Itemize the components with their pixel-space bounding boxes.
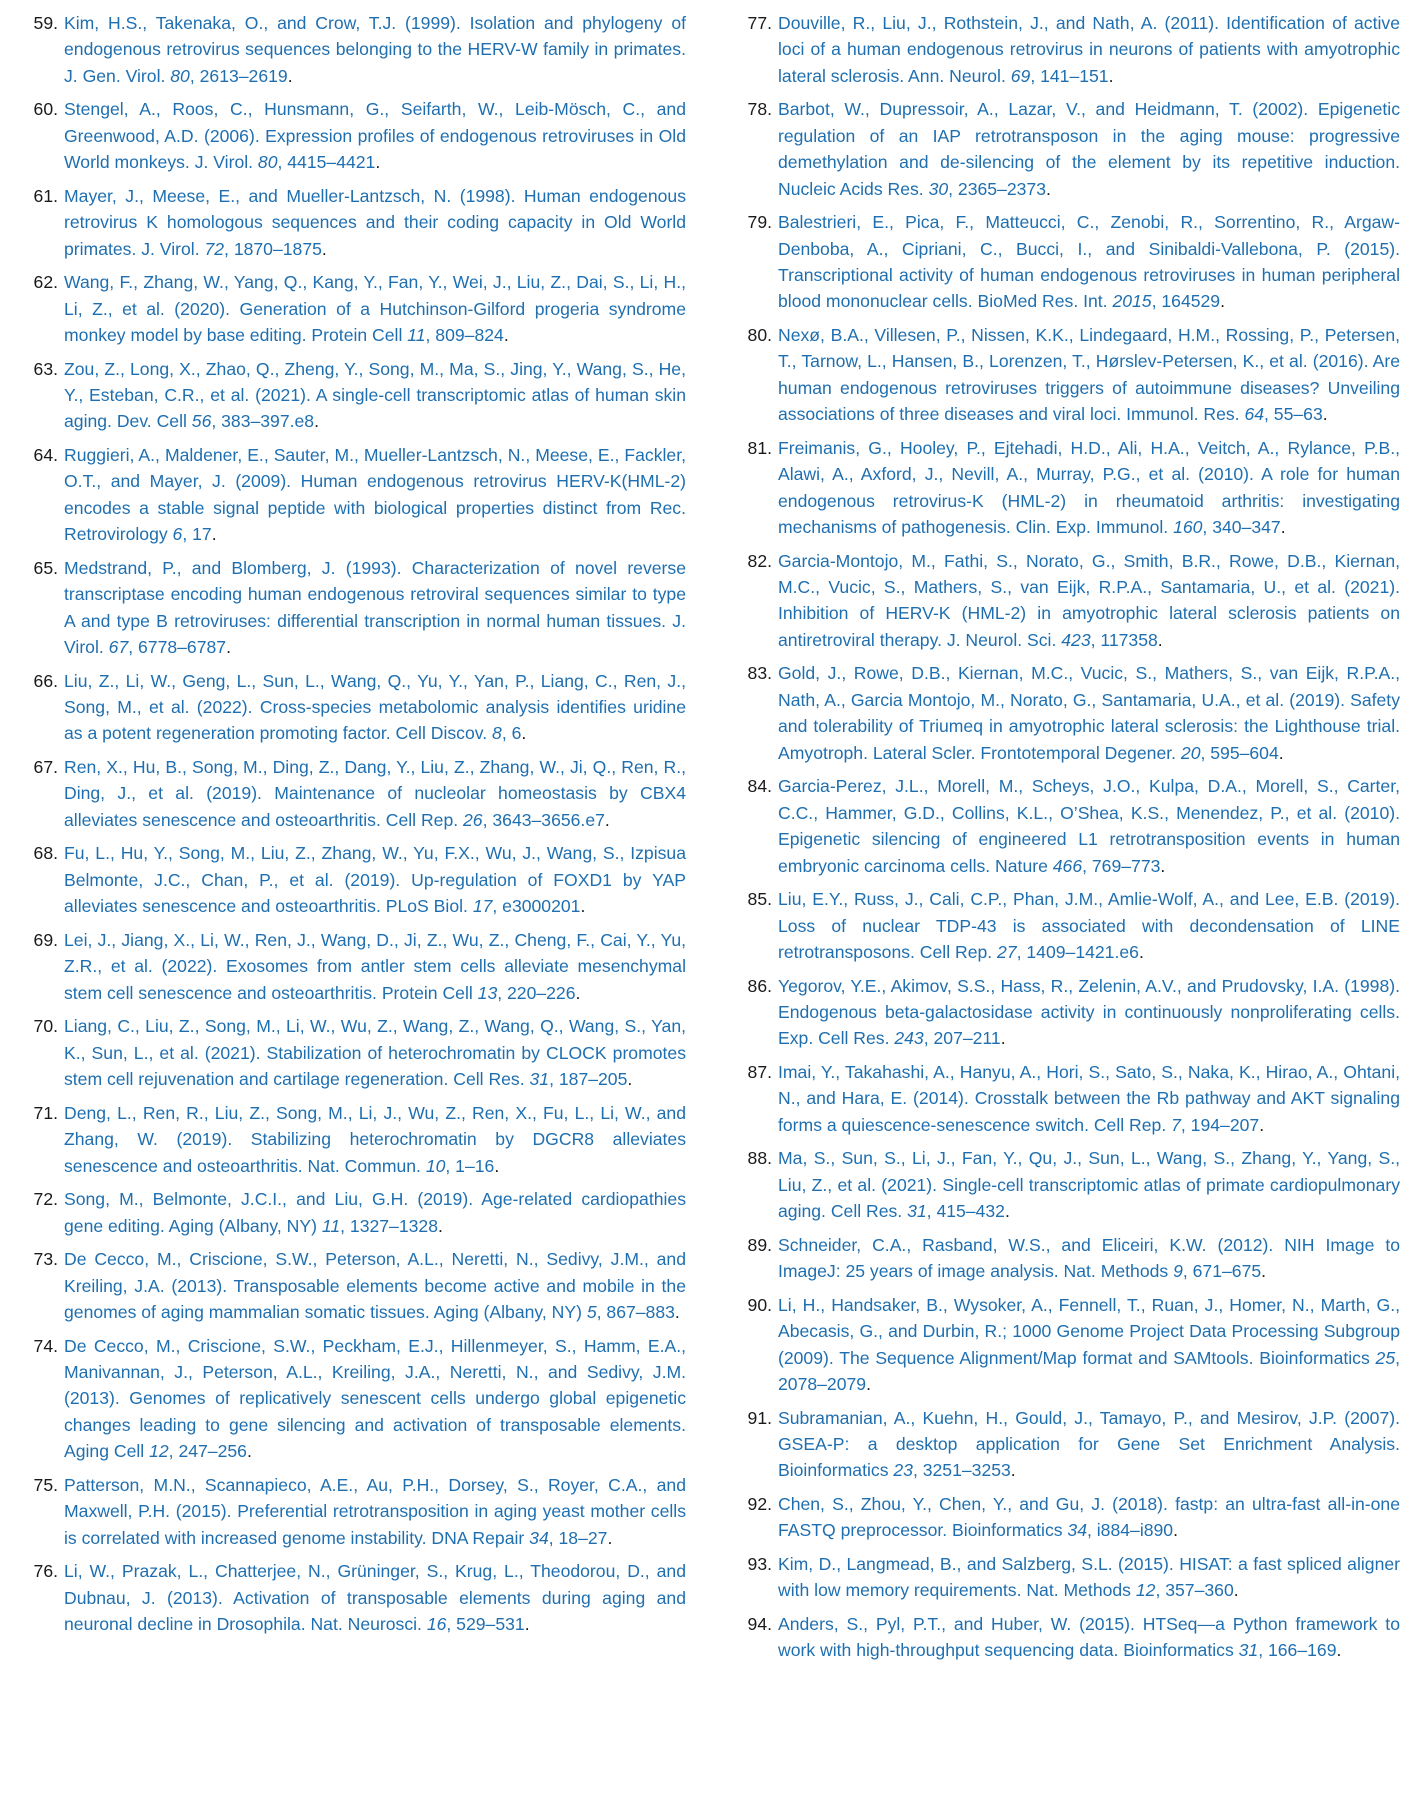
- reference-number: 94.: [747, 1613, 772, 1634]
- reference-period: .: [226, 637, 231, 658]
- reference-volume: 9: [1173, 1261, 1183, 1282]
- reference-pages: , 415–432: [926, 1201, 1005, 1222]
- reference-period: .: [1322, 404, 1328, 425]
- reference-volume: 34: [529, 1527, 549, 1548]
- reference-link[interactable]: [64, 668, 686, 747]
- reference-link[interactable]: [778, 660, 1400, 766]
- reference-text: Kim, H.S., Takenaka, O., and Crow, T.J. (1999). Isolation and phylogeny of endogenous retrovirus sequences belonging to the HERV-W family in primates. J. Gen. Virol.: [64, 13, 686, 86]
- reference-number: 77.: [747, 13, 772, 33]
- reference-item: [20, 442, 686, 548]
- reference-volume: 31: [1238, 1640, 1259, 1661]
- reference-number: 81.: [747, 437, 772, 458]
- reference-pages: , 55–63: [1264, 404, 1323, 425]
- reference-link[interactable]: [778, 10, 1400, 89]
- reference-number: 60.: [33, 99, 58, 120]
- reference-period: .: [1108, 65, 1114, 86]
- reference-text: Yegorov, Y.E., Akimov, S.S., Hass, R., Zelenin, A.V., and Prudovsky, I.A. (1998). Endogenous beta-galactosidase activity in continuously nonproliferating cells. Exp. Cell Res.: [778, 975, 1400, 1049]
- reference-text: Freimanis, G., Hooley, P., Ejtehadi, H.D., Ali, H.A., Veitch, A., Rylance, P.B., Alawi, A., Axford, J., Nevill, A., Murray, P.G., et al. (2010). A role for human endogenous retrovirus-K (HML-2) in rheumatoid arthritis: investigating mechanisms of pathogenesis. Clin. Exp. Immunol.: [778, 437, 1400, 538]
- reference-volume: 11: [407, 325, 426, 346]
- reference-link[interactable]: [778, 973, 1400, 1052]
- reference-text: Fu, L., Hu, Y., Song, M., Liu, Z., Zhang, W., Yu, F.X., Wu, J., Wang, S., Izpisua Belmonte, J.C., Chan, P., et al. (2019). Up-regulation of FOXD1 by YAP alleviates senescence and osteoarthritis. PLoS Biol.: [64, 843, 686, 917]
- reference-link[interactable]: [778, 1232, 1400, 1285]
- reference-link[interactable]: [778, 1551, 1400, 1604]
- reference-item: [734, 10, 1400, 89]
- reference-pages: , 3251–3253: [912, 1460, 1011, 1481]
- reference-volume: 26: [463, 809, 483, 830]
- reference-item: [20, 1333, 686, 1465]
- reference-number: 83.: [747, 663, 772, 684]
- reference-number: 74.: [33, 1335, 58, 1356]
- reference-item: [734, 435, 1400, 541]
- reference-item: [734, 973, 1400, 1052]
- reference-volume: 69: [1010, 65, 1031, 86]
- reference-number: 89.: [747, 1234, 772, 1255]
- reference-text: Liu, E.Y., Russ, J., Cali, C.P., Phan, J.M., Amlie-Wolf, A., and Lee, E.B. (2019). Loss of nuclear TDP-43 is associated with decondensation of LINE retrotransposons. Cell Rep.: [778, 889, 1400, 962]
- reference-number: 63.: [33, 358, 58, 379]
- reference-period: .: [1259, 1114, 1265, 1135]
- reference-number: 71.: [33, 1102, 58, 1123]
- reference-item: [20, 183, 686, 262]
- reference-item: [20, 356, 686, 435]
- reference-pages: , 117358: [1090, 629, 1158, 650]
- reference-text: Nexø, B.A., Villesen, P., Nissen, K.K., Lindegaard, H.M., Rossing, P., Petersen, T., Tarnow, L., Hansen, B., Lorenzen, T., Hørslev-Petersen, K., et al. (2016). Are human endogenous retroviruses triggers of autoimmune diseases? Unveiling associations of three diseases and viral loci. Immunol. Res.: [778, 325, 1400, 425]
- reference-text: Stengel, A., Roos, C., Hunsmann, G., Seifarth, W., Leib-Mösch, C., and Greenwood, A.D. (2006). Expression profiles of endogenous retroviruses in Old World monkeys. J. Virol.: [64, 99, 686, 173]
- reference-period: .: [246, 1441, 252, 1462]
- reference-number: 70.: [33, 1016, 58, 1037]
- reference-item: [20, 668, 686, 747]
- reference-item: [734, 886, 1400, 965]
- reference-period: .: [494, 1155, 500, 1176]
- reference-item: [734, 1491, 1400, 1544]
- reference-item: [20, 1013, 686, 1092]
- reference-link[interactable]: [778, 435, 1400, 541]
- reference-number: 87.: [747, 1061, 772, 1082]
- reference-volume: 12: [1135, 1580, 1156, 1601]
- reference-number: 72.: [33, 1189, 58, 1210]
- reference-volume: 243: [894, 1028, 924, 1049]
- reference-pages: , 220–226: [497, 982, 576, 1003]
- reference-link[interactable]: [778, 1292, 1400, 1398]
- reference-pages: , 769–773: [1082, 855, 1161, 876]
- reference-pages: , 1327–1328: [340, 1215, 438, 1236]
- reference-link[interactable]: [64, 1013, 686, 1092]
- reference-pages: , 18–27: [548, 1527, 608, 1548]
- reference-link[interactable]: [778, 1145, 1400, 1224]
- reference-pages: , 340–347: [1202, 517, 1281, 538]
- reference-pages: , 867–883: [596, 1301, 675, 1322]
- reference-period: .: [1004, 1201, 1010, 1222]
- reference-item: [20, 1558, 686, 1637]
- reference-period: .: [1261, 1261, 1267, 1282]
- reference-number: 78.: [747, 99, 772, 120]
- reference-item: [20, 269, 686, 348]
- reference-pages: , 4415–4421: [277, 152, 376, 173]
- reference-period: .: [1000, 1028, 1006, 1049]
- reference-number: 61.: [33, 185, 58, 206]
- reference-link[interactable]: [778, 773, 1400, 879]
- reference-item: [734, 209, 1400, 315]
- reference-number: 91.: [747, 1407, 772, 1428]
- reference-item: [734, 1232, 1400, 1285]
- reference-item: [20, 1472, 686, 1551]
- reference-pages: , 6: [501, 723, 522, 744]
- reference-text: Liang, C., Liu, Z., Song, M., Li, W., Wu, Z., Wang, Z., Wang, Q., Wang, S., Yan, K., Sun, L., et al. (2021). Stabilization of heterochromatin by CLOCK promotes stem cell rejuvenation and cartilage regeneration. Cell Res.: [64, 1016, 686, 1090]
- reference-number: 76.: [33, 1561, 58, 1582]
- reference-link[interactable]: [64, 1100, 686, 1179]
- reference-item: [734, 773, 1400, 879]
- reference-period: .: [437, 1215, 443, 1236]
- reference-pages: , 595–604: [1200, 742, 1279, 763]
- reference-volume: 13: [477, 982, 498, 1003]
- reference-pages: , 3643–3656.e7: [482, 809, 605, 830]
- reference-item: [734, 548, 1400, 654]
- reference-period: .: [1336, 1640, 1342, 1661]
- reference-pages: , 1409–1421.e6: [1016, 941, 1139, 962]
- reference-item: [20, 754, 686, 833]
- reference-item: [734, 1405, 1400, 1484]
- reference-number: 64.: [33, 445, 58, 466]
- reference-pages: , 1–16: [445, 1155, 495, 1176]
- reference-link[interactable]: [778, 322, 1400, 428]
- reference-link[interactable]: [64, 1246, 686, 1325]
- reference-number: 84.: [747, 776, 772, 797]
- reference-pages: , 2365–2373: [948, 178, 1046, 199]
- reference-volume: 11: [321, 1215, 341, 1236]
- reference-volume: 25: [1375, 1347, 1396, 1368]
- reference-text: Medstrand, P., and Blomberg, J. (1993). Characterization of novel reverse transcriptase encoding human endogenous retroviral sequences similar to type A and type B retroviruses: differential transcription in normal human tissues. J. Virol.: [64, 557, 686, 658]
- reference-item: [20, 927, 686, 1006]
- reference-pages: , 207–211: [923, 1028, 1001, 1049]
- reference-item: [20, 1100, 686, 1179]
- reference-period: .: [1046, 178, 1051, 199]
- reference-pages: , 17: [182, 524, 212, 545]
- reference-volume: 31: [529, 1069, 550, 1090]
- reference-text: Schneider, C.A., Rasband, W.S., and Eliceiri, K.W. (2012). NIH Image to ImageJ: 25 years of image analysis. Nat. Methods: [778, 1234, 1400, 1282]
- reference-text: De Cecco, M., Criscione, S.W., Peckham, E.J., Hillenmeyer, S., Hamm, E.A., Manivannan, J., Peterson, A.L., Kreiling, J.A., Neretti, N., and Sedivy, J.M. (2013). Genomes of replicatively senescent cells undergo global epigenetic changes leading to gene silencing and activation of transposable elements. Aging Cell: [64, 1335, 686, 1462]
- reference-number: 73.: [33, 1249, 58, 1270]
- reference-text: Mayer, J., Meese, E., and Mueller-Lantzsch, N. (1998). Human endogenous retrovirus K homologous sequences and their coding capacity in Old World primates. J. Virol.: [64, 185, 686, 259]
- reference-number: 80.: [747, 325, 772, 346]
- reference-pages: , 187–205: [549, 1069, 628, 1090]
- reference-item: [734, 1145, 1400, 1224]
- reference-link[interactable]: [64, 1333, 686, 1465]
- reference-volume: 34: [1067, 1520, 1087, 1541]
- reference-period: .: [1278, 742, 1284, 763]
- reference-link[interactable]: [64, 1472, 686, 1551]
- reference-volume: 31: [907, 1201, 927, 1222]
- reference-period: .: [627, 1069, 633, 1090]
- reference-text: Anders, S., Pyl, P.T., and Huber, W. (2015). HTSeq—a Python framework to work with high-throughput sequencing data. Bioinformatics: [778, 1613, 1400, 1661]
- reference-volume: 64: [1244, 404, 1265, 425]
- reference-item: [734, 96, 1400, 202]
- reference-item: [20, 840, 686, 919]
- reference-link[interactable]: [64, 1186, 686, 1239]
- reference-number: 86.: [747, 975, 772, 996]
- reference-link[interactable]: [64, 442, 686, 548]
- reference-text: Balestrieri, E., Pica, F., Matteucci, C., Zenobi, R., Sorrentino, R., Argaw-Denboba, A., Cipriani, C., Bucci, I., and Sinibaldi-Vallebona, P. (2015). Transcriptional activity of human endogenous retroviruses in human peripheral blood mononuclear cells. BioMed Res. Int.: [778, 212, 1400, 312]
- reference-period: .: [607, 1527, 613, 1548]
- reference-volume: 20: [1180, 742, 1201, 763]
- reference-pages: , 194–207: [1180, 1114, 1260, 1135]
- reference-period: .: [321, 238, 327, 259]
- reference-volume: 8: [492, 723, 502, 744]
- reference-volume: 17: [472, 896, 493, 917]
- reference-text: Li, W., Prazak, L., Chatterjee, N., Grüninger, S., Krug, L., Theodorou, D., and Dubnau, J. (2013). Activation of transposable elements during aging and neuronal decline in Drosophila. Nat. Neurosci.: [64, 1561, 686, 1634]
- reference-period: .: [521, 723, 527, 744]
- reference-item: [20, 555, 686, 661]
- reference-volume: 30: [928, 178, 949, 199]
- reference-period: .: [1173, 1520, 1178, 1541]
- reference-link[interactable]: [778, 1059, 1400, 1138]
- reference-pages: , 2078–2079: [778, 1347, 1400, 1394]
- reference-text: Ren, X., Hu, B., Song, M., Ding, Z., Dang, Y., Liu, Z., Zhang, W., Ji, Q., Ren, R., Ding, J., et al. (2019). Maintenance of nucleolar homeostasis by CBX4 alleviates senescence and osteoarthritis. Cell Rep.: [64, 757, 686, 830]
- reference-period: .: [1157, 629, 1163, 650]
- reference-text: Ma, S., Sun, S., Li, J., Fan, Y., Qu, J., Sun, L., Wang, S., Zhang, Y., Yang, S., Liu, Z., et al. (2021). Single-cell transcriptomic atlas of primate cardiopulmonary aging. Cell Res.: [778, 1148, 1400, 1222]
- reference-pages: , 6778–6787: [128, 637, 227, 658]
- reference-text: Wang, F., Zhang, W., Yang, Q., Kang, Y., Fan, Y., Wei, J., Liu, Z., Dai, S., Li, H., Li, Z., et al. (2020). Generation of a Hutchinson-Gilford progeria syndrome monkey model by base editing. Protein Cell: [64, 272, 686, 346]
- reference-number: 59.: [33, 13, 58, 33]
- reference-volume: 5: [586, 1301, 597, 1322]
- reference-link[interactable]: [778, 548, 1400, 654]
- reference-number: 65.: [33, 557, 58, 578]
- reference-number: 92.: [747, 1493, 772, 1514]
- reference-volume: 7: [1171, 1114, 1181, 1135]
- reference-volume: 466: [1052, 855, 1083, 876]
- reference-link[interactable]: [778, 1405, 1400, 1484]
- reference-text: Patterson, M.N., Scannapieco, A.E., Au, P.H., Dorsey, S., Royer, C.A., and Maxwell, P.H. (2015). Preferential retrotransposition in aging yeast mother cells is correlated with increased genome instability. DNA Repair: [64, 1474, 686, 1548]
- reference-text: Garcia-Perez, J.L., Morell, M., Scheys, J.O., Kulpa, D.A., Morell, S., Carter, C.C., Hammer, G.D., Collins, K.L., O’Shea, K.S., Menendez, P., et al. (2010). Epigenetic silencing of engineered L1 retrotransposition events in human embryonic carcinoma cells. Nature: [778, 776, 1400, 876]
- reference-text: Barbot, W., Dupressoir, A., Lazar, V., and Heidmann, T. (2002). Epigenetic regulation of an IAP retrotransposon in the aging mouse: progressive demethylation and de-silencing of the element by its repetitive induction. Nucleic Acids Res.: [778, 99, 1400, 199]
- reference-number: 68.: [33, 843, 58, 864]
- reference-pages: , 2613–2619: [189, 65, 288, 86]
- reference-number: 69.: [33, 929, 58, 950]
- reference-link[interactable]: [64, 927, 686, 1006]
- reference-link[interactable]: [64, 356, 686, 435]
- reference-pages: , 529–531: [446, 1613, 525, 1634]
- reference-period: .: [314, 411, 319, 432]
- reference-volume: 423: [1061, 629, 1091, 650]
- reference-item: [734, 322, 1400, 428]
- reference-text: Ruggieri, A., Maldener, E., Sauter, M., Mueller-Lantzsch, N., Meese, E., Fackler, O.T., and Mayer, J. (2009). Human endogenous retrovirus HERV-K(HML-2) encodes a stable signal peptide with biological properties distinct from Rec. Retrovirology: [64, 445, 686, 545]
- reference-pages: , 164529: [1151, 291, 1221, 312]
- reference-volume: 12: [149, 1441, 169, 1462]
- reference-period: .: [1160, 855, 1166, 876]
- reference-number: 93.: [747, 1553, 772, 1574]
- reference-link[interactable]: [64, 10, 686, 89]
- reference-volume: 23: [893, 1460, 913, 1481]
- reference-text: Douville, R., Liu, J., Rothstein, J., and Nath, A. (2011). Identification of active loci of a human endogenous retrovirus in neurons of patients with amyotrophic lateral sclerosis. Ann. Neurol.: [778, 13, 1400, 86]
- left-column: [20, 10, 686, 1790]
- reference-pages: , 166–169: [1258, 1640, 1337, 1661]
- reference-link[interactable]: [64, 183, 686, 262]
- reference-item: [20, 1246, 686, 1325]
- reference-volume: 67: [108, 637, 129, 658]
- reference-number: 79.: [747, 212, 772, 233]
- reference-item: [20, 1186, 686, 1239]
- reference-item: [734, 1611, 1400, 1664]
- reference-text: De Cecco, M., Criscione, S.W., Peterson, A.L., Neretti, N., Sedivy, J.M., and Kreiling, J.A. (2013). Transposable elements become active and mobile in the genomes of aging mammalian somatic tissues. Aging (Albany, NY): [64, 1249, 686, 1322]
- reference-link[interactable]: [64, 555, 686, 661]
- reference-list: [20, 10, 1400, 1790]
- reference-pages: , 809–824: [425, 325, 504, 346]
- reference-period: .: [604, 809, 610, 830]
- reference-period: .: [575, 982, 581, 1003]
- reference-link[interactable]: [64, 754, 686, 833]
- reference-number: 90.: [747, 1294, 772, 1315]
- reference-pages: , i884–i890: [1087, 1520, 1174, 1541]
- reference-text: Chen, S., Zhou, Y., Chen, Y., and Gu, J. (2018). fastp: an ultra-fast all-in-one FASTQ preprocessor. Bioinformatics: [778, 1493, 1400, 1541]
- reference-text: Deng, L., Ren, R., Liu, Z., Song, M., Li, J., Wu, Z., Ren, X., Fu, L., Li, W., and Zhang, W. (2019). Stabilizing heterochromatin by DGCR8 alleviates senescence and osteoarthritis. Nat. Commun.: [64, 1102, 686, 1176]
- reference-text: Lei, J., Jiang, X., Li, W., Ren, J., Wang, D., Ji, Z., Wu, Z., Cheng, F., Cai, Y., Yu, Z.R., et al. (2022). Exosomes from antler stem cells alleviate mesenchymal stem cell senescence and osteoarthritis. Protein Cell: [64, 929, 686, 1003]
- reference-volume: 80: [257, 152, 278, 173]
- reference-text: Zou, Z., Long, X., Zhao, Q., Zheng, Y., Song, M., Ma, S., Jing, Y., Wang, S., He, Y., Esteban, C.R., et al. (2021). A single-cell transcriptomic atlas of human skin aging. Dev. Cell: [64, 358, 686, 432]
- reference-period: .: [1220, 291, 1225, 312]
- reference-period: .: [1010, 1460, 1016, 1481]
- reference-number: 75.: [33, 1474, 58, 1495]
- reference-link[interactable]: [778, 886, 1400, 965]
- reference-text: Liu, Z., Li, W., Geng, L., Sun, L., Wang, Q., Yu, Y., Yan, P., Liang, C., Ren, J., Song, M., et al. (2022). Cross-species metabolomic analysis identifies uridine as a potent regeneration promoting factor. Cell Discov.: [64, 670, 686, 744]
- reference-link[interactable]: [64, 269, 686, 348]
- reference-period: .: [1138, 941, 1144, 962]
- reference-pages: , 383–397.e8: [211, 411, 315, 432]
- reference-text: Kim, D., Langmead, B., and Salzberg, S.L. (2015). HISAT: a fast spliced aligner with low memory requirements. Nat. Methods: [778, 1553, 1400, 1601]
- reference-text: Gold, J., Rowe, D.B., Kiernan, M.C., Vucic, S., Mathers, S., van Eijk, R.P.A., Nath, A., Garcia Montojo, M., Norato, G., Santamaria, U.A., et al. (2019). Safety and tolerability of Triumeq in amyotrophic lateral sclerosis: the Lighthouse trial. Amyotroph. Lateral Scler. Frontotemporal Degener.: [778, 663, 1400, 763]
- reference-text: Garcia-Montojo, M., Fathi, S., Norato, G., Smith, B.R., Rowe, D.B., Kiernan, M.C., Vucic, S., Mathers, S., van Eijk, R.P.A., Santamaria, U., et al. (2021). Inhibition of HERV-K (HML-2) in amyotrophic lateral sclerosis patients on antiretroviral therapy. J. Neurol. Sci.: [778, 550, 1400, 650]
- reference-text: Subramanian, A., Kuehn, H., Gould, J., Tamayo, P., and Mesirov, J.P. (2007). GSEA-P: a desktop application for Gene Set Enrichment Analysis. Bioinformatics: [778, 1407, 1400, 1481]
- reference-item: [20, 96, 686, 175]
- reference-number: 67.: [33, 757, 58, 778]
- reference-period: .: [375, 152, 381, 173]
- reference-pages: , e3000201: [492, 896, 581, 917]
- reference-volume: 10: [425, 1155, 446, 1176]
- reference-number: 85.: [747, 889, 772, 910]
- reference-volume: 56: [191, 411, 212, 432]
- reference-period: .: [1233, 1580, 1239, 1601]
- reference-link[interactable]: [778, 209, 1400, 315]
- reference-volume: 160: [1173, 517, 1203, 538]
- reference-number: 88.: [747, 1148, 772, 1169]
- reference-item: [20, 10, 686, 89]
- reference-link[interactable]: [64, 840, 686, 919]
- reference-volume: 72: [204, 238, 225, 259]
- right-column: [734, 10, 1400, 1790]
- reference-number: 62.: [33, 272, 58, 293]
- reference-item: [734, 1292, 1400, 1398]
- reference-pages: , 357–360: [1155, 1580, 1234, 1601]
- reference-period: .: [503, 325, 509, 346]
- reference-text: Li, H., Handsaker, B., Wysoker, A., Fennell, T., Ruan, J., Homer, N., Marth, G., Abecasis, G., and Durbin, R.; 1000 Genome Project Data Processing Subgroup (2009). The Sequence Alignment/Map format and SAMtools. Bioinformatics: [778, 1294, 1400, 1368]
- reference-number: 66.: [33, 670, 58, 691]
- reference-period: .: [674, 1301, 680, 1322]
- reference-link[interactable]: [64, 1558, 686, 1637]
- reference-item: [734, 1551, 1400, 1604]
- reference-link[interactable]: [778, 1491, 1400, 1544]
- reference-item: [734, 1059, 1400, 1138]
- reference-period: .: [524, 1613, 530, 1634]
- reference-volume: 16: [426, 1613, 447, 1634]
- reference-volume: 6: [172, 524, 183, 545]
- reference-pages: , 1870–1875: [224, 238, 322, 259]
- reference-text: Song, M., Belmonte, J.C.I., and Liu, G.H. (2019). Age-related cardiopathies gene editing. Aging (Albany, NY): [64, 1189, 686, 1236]
- reference-period: .: [580, 896, 586, 917]
- reference-period: .: [211, 524, 217, 545]
- reference-number: 82.: [747, 550, 772, 571]
- reference-item: [734, 660, 1400, 766]
- reference-pages: , 247–256: [168, 1441, 247, 1462]
- reference-link[interactable]: [64, 96, 686, 175]
- reference-volume: 2015: [1112, 291, 1152, 312]
- reference-volume: 80: [170, 65, 190, 86]
- reference-pages: , 671–675: [1182, 1261, 1262, 1282]
- reference-link[interactable]: [778, 1611, 1400, 1664]
- reference-period: .: [1280, 517, 1286, 538]
- reference-period: .: [287, 65, 293, 86]
- reference-pages: , 141–151: [1030, 65, 1109, 86]
- reference-period: .: [866, 1373, 871, 1394]
- reference-link[interactable]: [778, 96, 1400, 202]
- reference-volume: 27: [997, 941, 1017, 962]
- reference-text: Imai, Y., Takahashi, A., Hanyu, A., Hori, S., Sato, S., Naka, K., Hirao, A., Ohtani, N., and Hara, E. (2014). Crosstalk between the Rb pathway and AKT signaling forms a quiescence-senescence switch. Cell Rep.: [778, 1061, 1400, 1135]
